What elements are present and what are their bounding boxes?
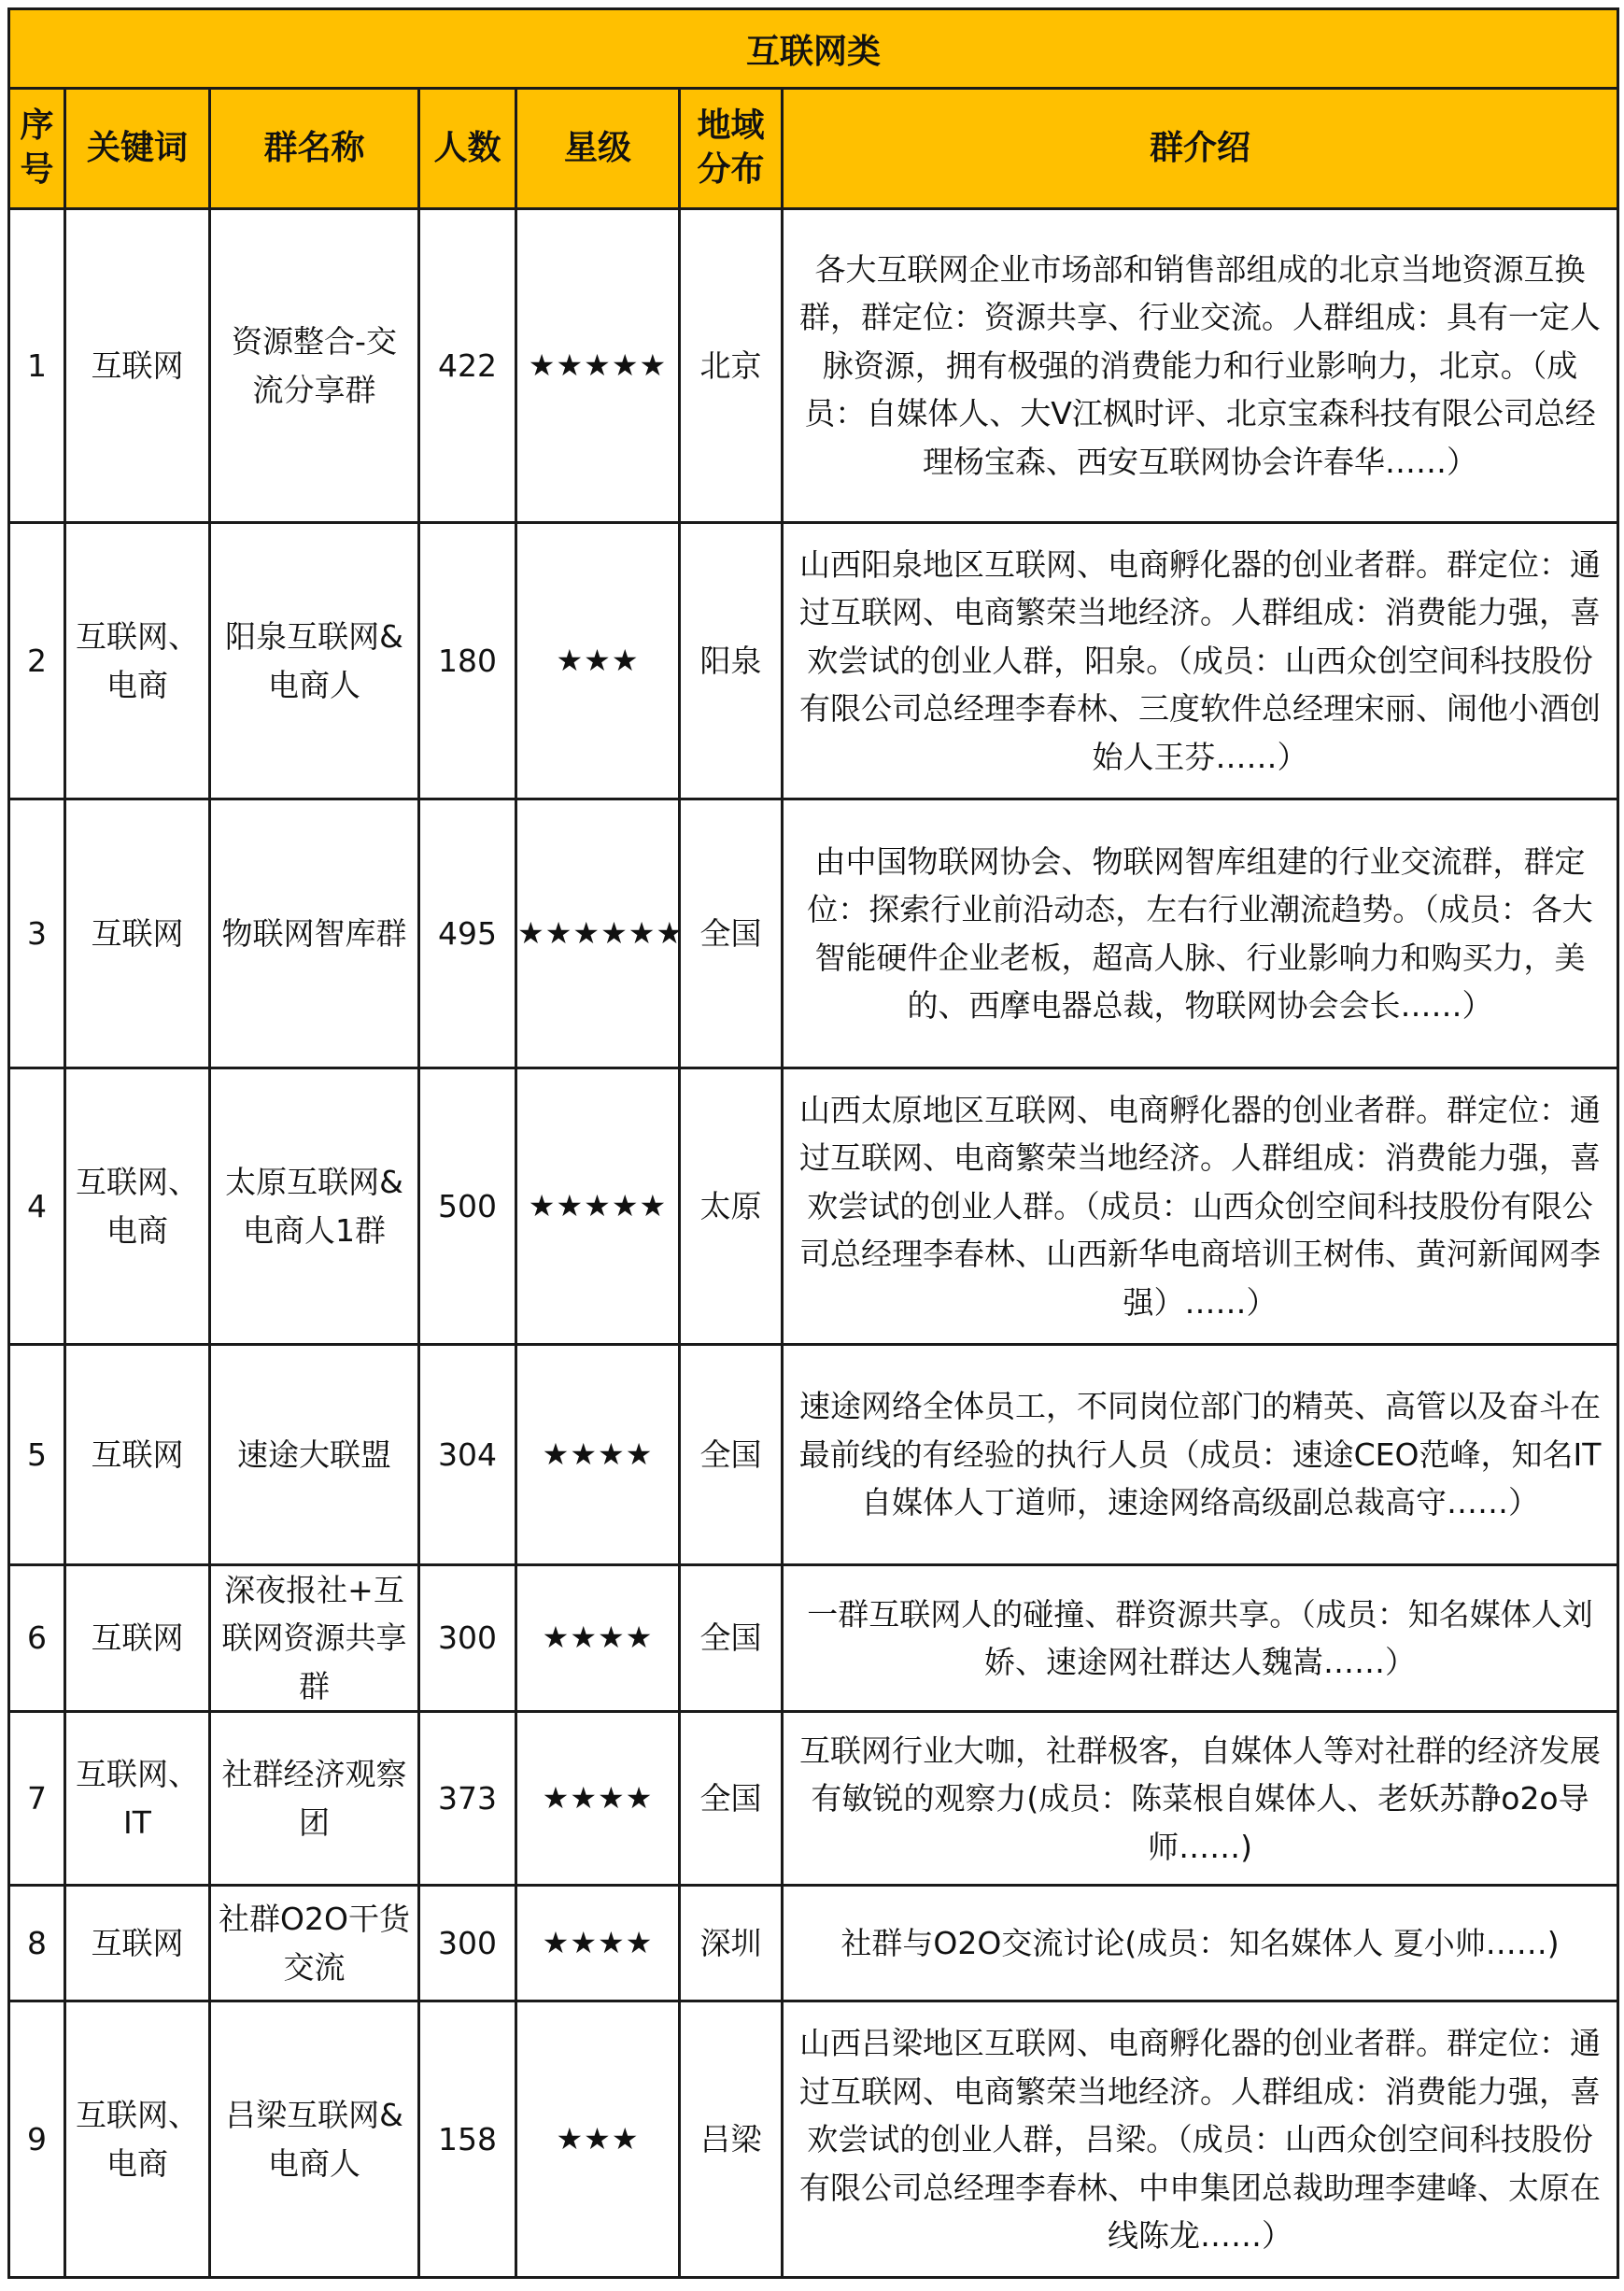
cell-index: 7 xyxy=(9,1712,65,1886)
group-table xyxy=(7,7,1619,2279)
cell-group-name: 太原互联网&电商人1群 xyxy=(210,1068,419,1345)
cell-members: 422 xyxy=(419,209,516,523)
table-row xyxy=(9,1712,1618,1886)
cell-index: 5 xyxy=(9,1345,65,1565)
header-intro: 群介绍 xyxy=(783,89,1618,209)
table-row xyxy=(9,1886,1618,2001)
cell-keyword: 互联网 xyxy=(65,799,210,1068)
cell-region: 吕梁 xyxy=(680,2001,783,2278)
cell-intro: 山西阳泉地区互联网、电商孵化器的创业者群。群定位：通过互联网、电商繁荣当地经济。人群组成：消费能力强，喜欢尝试的创业人群，阳泉。（成员：山西众创空间科技股份有限公司总经理李春林、三度软件总经理宋丽、闹他小酒创始人王芬……） xyxy=(783,523,1618,799)
cell-rating: ★★★★ xyxy=(516,1886,680,2001)
cell-members: 495 xyxy=(419,799,516,1068)
header-index: 序号 xyxy=(9,89,65,209)
cell-members: 500 xyxy=(419,1068,516,1345)
table-row xyxy=(9,209,1618,523)
cell-index: 9 xyxy=(9,2001,65,2278)
cell-group-name: 速途大联盟 xyxy=(210,1345,419,1565)
header-rating: 星级 xyxy=(516,89,680,209)
cell-keyword: 互联网、电商 xyxy=(65,1068,210,1345)
cell-group-name: 吕梁互联网&电商人 xyxy=(210,2001,419,2278)
cell-group-name: 物联网智库群 xyxy=(210,799,419,1068)
cell-index: 4 xyxy=(9,1068,65,1345)
cell-group-name: 社群O2O干货交流 xyxy=(210,1886,419,2001)
cell-index: 2 xyxy=(9,523,65,799)
header-region: 地域分布 xyxy=(680,89,783,209)
cell-members: 300 xyxy=(419,1886,516,2001)
cell-keyword: 互联网 xyxy=(65,1886,210,2001)
table-row xyxy=(9,1068,1618,1345)
table-row xyxy=(9,2001,1618,2278)
cell-intro: 一群互联网人的碰撞、群资源共享。（成员：知名媒体人刘娇、速途网社群达人魏嵩……） xyxy=(783,1565,1618,1712)
cell-rating: ★★★★★ xyxy=(516,209,680,523)
cell-rating: ★★★★★★ xyxy=(516,799,680,1068)
cell-region: 深圳 xyxy=(680,1886,783,2001)
table-row xyxy=(9,1565,1618,1712)
cell-rating: ★★★★ xyxy=(516,1712,680,1886)
cell-rating: ★★★ xyxy=(516,523,680,799)
cell-group-name: 资源整合-交流分享群 xyxy=(210,209,419,523)
cell-rating: ★★★★★ xyxy=(516,1068,680,1345)
cell-intro: 社群与O2O交流讨论(成员：知名媒体人 夏小帅……) xyxy=(783,1886,1618,2001)
table-row xyxy=(9,1345,1618,1565)
cell-index: 8 xyxy=(9,1886,65,2001)
cell-region: 全国 xyxy=(680,1345,783,1565)
cell-region: 全国 xyxy=(680,799,783,1068)
cell-intro: 速途网络全体员工，不同岗位部门的精英、高管以及奋斗在最前线的有经验的执行人员（成员：速途CEO范峰，知名IT自媒体人丁道师，速途网络高级副总裁高守……） xyxy=(783,1345,1618,1565)
cell-region: 全国 xyxy=(680,1565,783,1712)
cell-rating: ★★★ xyxy=(516,2001,680,2278)
cell-region: 阳泉 xyxy=(680,523,783,799)
cell-keyword: 互联网、电商 xyxy=(65,2001,210,2278)
header-keyword: 关键词 xyxy=(65,89,210,209)
cell-index: 3 xyxy=(9,799,65,1068)
table-title: 互联网类 xyxy=(9,9,1618,89)
cell-keyword: 互联网、电商 xyxy=(65,523,210,799)
table-row xyxy=(9,799,1618,1068)
cell-intro: 山西吕梁地区互联网、电商孵化器的创业者群。群定位：通过互联网、电商繁荣当地经济。人群组成：消费能力强，喜欢尝试的创业人群，吕梁。（成员：山西众创空间科技股份有限公司总经理李春林、中申集团总裁助理李建峰、太原在线陈龙……） xyxy=(783,2001,1618,2278)
cell-index: 1 xyxy=(9,209,65,523)
cell-group-name: 阳泉互联网&电商人 xyxy=(210,523,419,799)
cell-members: 180 xyxy=(419,523,516,799)
cell-keyword: 互联网 xyxy=(65,1565,210,1712)
cell-index: 6 xyxy=(9,1565,65,1712)
cell-intro: 互联网行业大咖，社群极客，自媒体人等对社群的经济发展有敏锐的观察力(成员：陈菜根自媒体人、老妖苏静o2o导师……) xyxy=(783,1712,1618,1886)
cell-members: 373 xyxy=(419,1712,516,1886)
cell-members: 300 xyxy=(419,1565,516,1712)
cell-keyword: 互联网 xyxy=(65,209,210,523)
cell-rating: ★★★★ xyxy=(516,1345,680,1565)
header-row xyxy=(9,89,1618,209)
table-wrapper xyxy=(7,7,1617,2279)
cell-keyword: 互联网、IT xyxy=(65,1712,210,1886)
cell-region: 太原 xyxy=(680,1068,783,1345)
cell-intro: 由中国物联网协会、物联网智库组建的行业交流群，群定位：探索行业前沿动态，左右行业潮流趋势。（成员：各大智能硬件企业老板，超高人脉、行业影响力和购买力，美的、西摩电器总裁，物联网协会会长……） xyxy=(783,799,1618,1068)
table-row xyxy=(9,523,1618,799)
cell-group-name: 深夜报社+互联网资源共享群 xyxy=(210,1565,419,1712)
header-members: 人数 xyxy=(419,89,516,209)
cell-intro: 各大互联网企业市场部和销售部组成的北京当地资源互换群，群定位：资源共享、行业交流。人群组成：具有一定人脉资源，拥有极强的消费能力和行业影响力，北京。（成员：自媒体人、大V江枫时评、北京宝森科技有限公司总经理杨宝森、西安互联网协会许春华……） xyxy=(783,209,1618,523)
cell-region: 北京 xyxy=(680,209,783,523)
cell-members: 304 xyxy=(419,1345,516,1565)
cell-keyword: 互联网 xyxy=(65,1345,210,1565)
header-group-name: 群名称 xyxy=(210,89,419,209)
cell-members: 158 xyxy=(419,2001,516,2278)
cell-group-name: 社群经济观察团 xyxy=(210,1712,419,1886)
cell-rating: ★★★★ xyxy=(516,1565,680,1712)
cell-intro: 山西太原地区互联网、电商孵化器的创业者群。群定位：通过互联网、电商繁荣当地经济。人群组成：消费能力强，喜欢尝试的创业人群。（成员：山西众创空间科技股份有限公司总经理李春林、山西新华电商培训王树伟、黄河新闻网李强）……） xyxy=(783,1068,1618,1345)
cell-region: 全国 xyxy=(680,1712,783,1886)
